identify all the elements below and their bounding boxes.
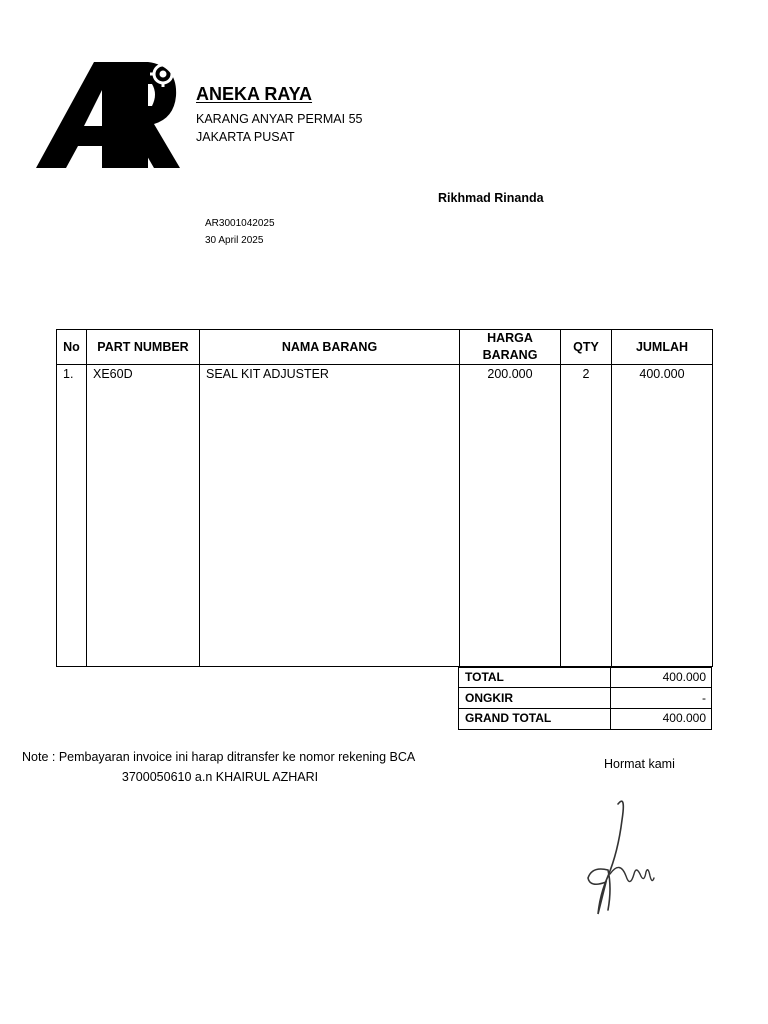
table-border-left [56,329,57,667]
grand-total-label: GRAND TOTAL [465,711,552,725]
ongkir-label: ONGKIR [465,691,513,705]
company-name: ANEKA RAYA [196,84,313,104]
closing-text: Hormat kami [604,757,675,771]
column-divider [86,329,87,667]
cell-qty: 2 [582,367,590,381]
header-qty: QTY [573,340,599,354]
column-divider [199,329,200,667]
header-nama-barang: NAMA BARANG [281,340,378,354]
payment-note-line1: Note : Pembayaran invoice ini harap ditransfer ke nomor rekening BCA [22,750,416,764]
summary-row-divider [458,687,712,688]
summary-row-divider [458,708,712,709]
signature-image [578,790,668,925]
payment-note-line2: 3700050610 a.n KHAIRUL AZHARI [121,770,319,784]
customer-name: Rikhmad Rinanda [438,191,544,205]
total-value: 400.000 [662,670,706,684]
invoice-date: 30 April 2025 [205,235,264,246]
grand-total-value: 400.000 [662,711,706,725]
company-logo [36,60,180,170]
header-no: No [63,340,80,354]
cell-part-number: XE60D [93,367,133,381]
cell-harga: 200.000 [487,367,533,381]
company-address-line2: JAKARTA PUSAT [196,130,295,144]
total-label: TOTAL [465,670,504,684]
summary-border-top [458,667,712,668]
table-header-divider [56,364,713,365]
invoice-number: AR3001042025 [205,218,275,229]
header-jumlah: JUMLAH [635,340,689,354]
header-harga-line2: BARANG [482,348,538,362]
header-harga-line1: HARGA [487,331,533,345]
table-border-right [712,329,713,667]
cell-nama-barang: SEAL KIT ADJUSTER [206,367,329,381]
company-address-line1: KARANG ANYAR PERMAI 55 [196,112,363,126]
header-part-number: PART NUMBER [97,340,189,354]
table-border-top [56,329,713,330]
summary-column-divider [610,667,611,730]
ongkir-value: - [702,691,706,705]
summary-border-right [711,667,712,730]
cell-jumlah: 400.000 [639,367,685,381]
cell-no: 1. [63,367,74,381]
summary-border-bottom [458,729,712,730]
summary-border-left [458,667,459,730]
